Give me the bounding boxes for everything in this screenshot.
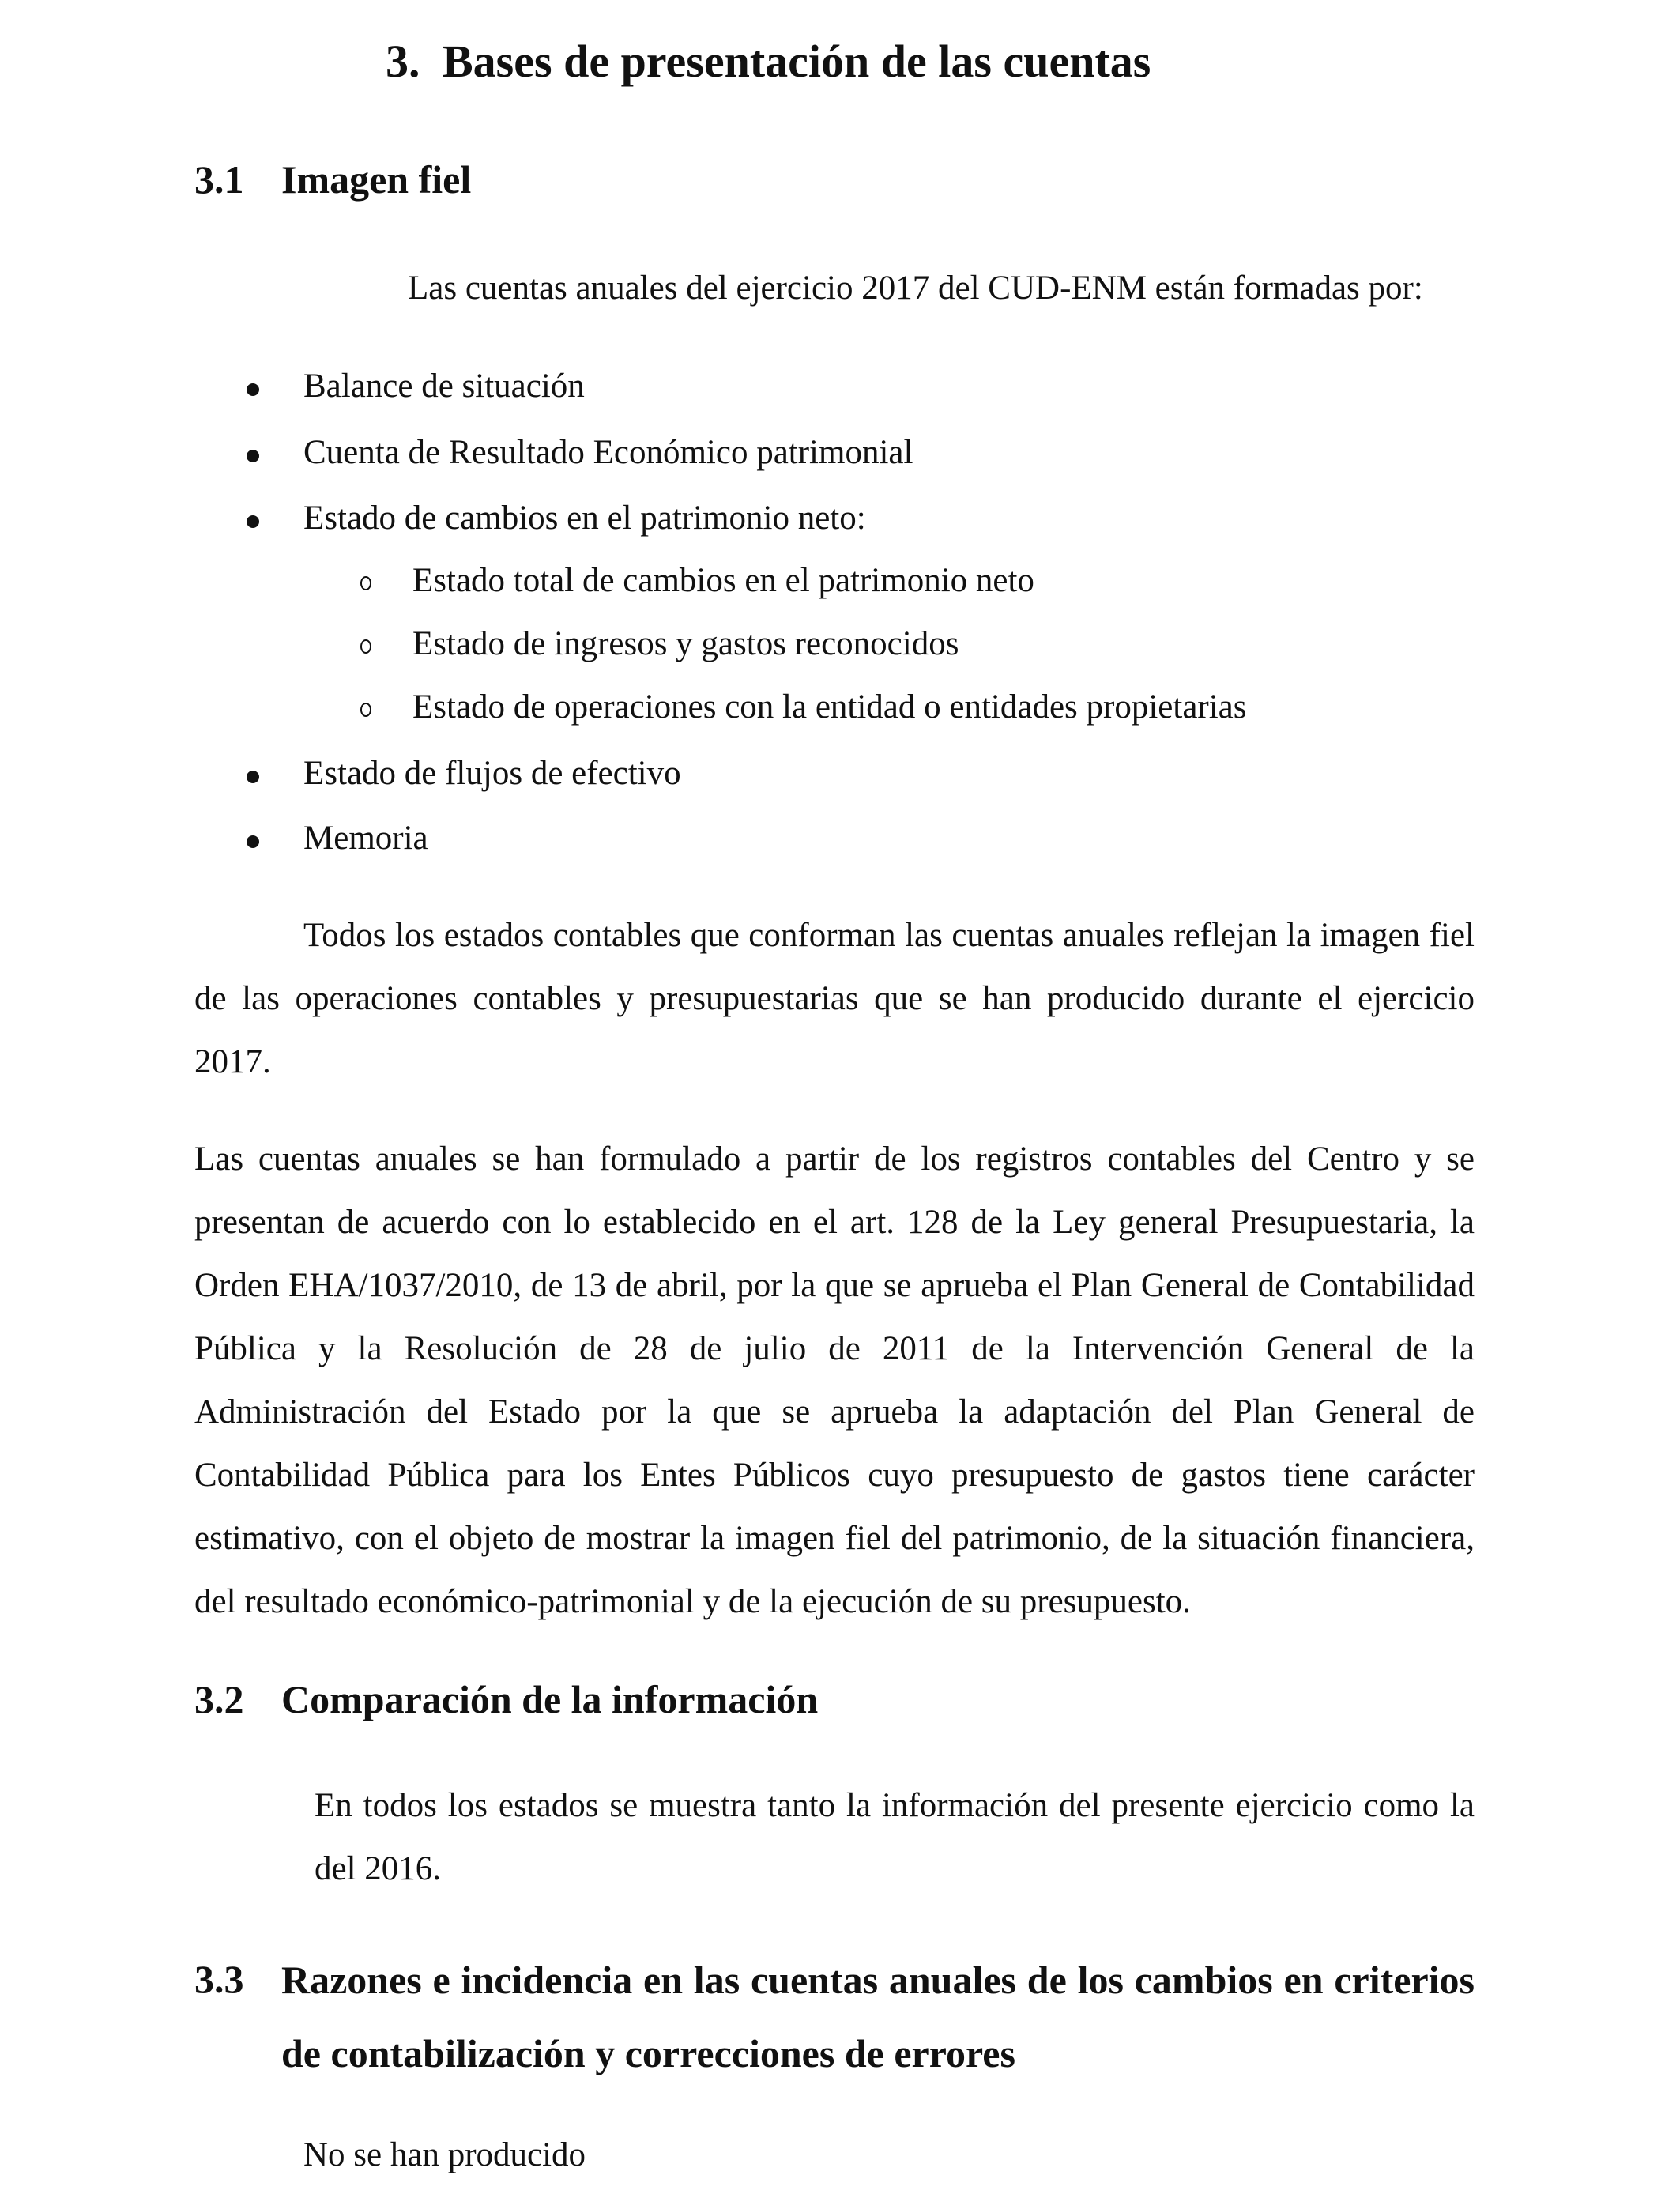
list-item: Cuenta de Resultado Económico patrimonial	[303, 434, 913, 471]
section-3-3-heading: Razones e incidencia en las cuentas anuales de los cambios en criterios de contabilización y correcciones de errores	[281, 1958, 1475, 2075]
paragraph-formulacion: Las cuentas anuales se han formulado a partir de los registros contables del Centro y se presentan de acuerdo con lo establecido en el art. 128 de la Ley general Presupuestaria, la Orden EHA/1037/2010, de 13 de abril, por la que se aprueba el Plan General de Contabilidad Pública y la Resolución de 28 de julio de 2011 de la Intervención General de la Administración del Estado por la que se aprueba la adaptación del Plan General de Contabilidad Pública para los Entes Públicos cuyo presupuesto de gastos tiene carácter estimativo, con el objeto de mostrar la imagen fiel del patrimonio, de la situación financiera, del resultado económico-patrimonial y de la ejecución de su presupuesto.	[194, 1140, 1475, 1620]
section-3-1-intro: Las cuentas anuales del ejercicio 2017 del CUD-ENM están formadas por:	[408, 270, 1423, 307]
bullet-icon	[247, 835, 259, 848]
hollow-bullet-icon	[360, 703, 371, 717]
list-item: Balance de situación	[303, 368, 585, 405]
sub-list-item: Estado de ingresos y gastos reconocidos	[412, 625, 959, 662]
list-item: Estado de cambios en el patrimonio neto:	[303, 499, 866, 537]
hollow-bullet-icon	[360, 576, 371, 590]
bullet-icon	[247, 450, 259, 462]
paragraph-comparacion: En todos los estados se muestra tanto la información del presente ejercicio como la del 2016.	[315, 1787, 1475, 1887]
hollow-bullet-icon	[360, 639, 371, 654]
section-3-2-number: 3.2	[194, 1677, 244, 1721]
section-3-1-heading: Imagen fiel	[281, 157, 472, 202]
title-number: 3.	[386, 36, 420, 87]
section-3-1-number: 3.1	[194, 157, 244, 202]
section-3-2-heading: Comparación de la información	[281, 1677, 819, 1721]
sub-list-item: Estado de operaciones con la entidad o entidades propietarias	[412, 688, 1247, 726]
list-item: Estado de flujos de efectivo	[303, 755, 681, 792]
page-title: Bases de presentación de las cuentas	[443, 36, 1151, 87]
bullet-icon	[247, 771, 259, 783]
list-item: Memoria	[303, 820, 428, 857]
sub-list-item: Estado total de cambios en el patrimonio neto	[412, 562, 1034, 599]
bullet-icon	[247, 383, 259, 396]
paragraph-imagen-fiel: Todos los estados contables que conforman las cuentas anuales reflejan la imagen fiel de las operaciones contables y presupuestarias que se han producido durante el ejercicio 2017.	[194, 917, 1475, 1080]
paragraph-no-producido: No se han producido	[303, 2136, 586, 2173]
section-3-3-number: 3.3	[194, 1957, 244, 2001]
bullet-icon	[247, 515, 259, 528]
